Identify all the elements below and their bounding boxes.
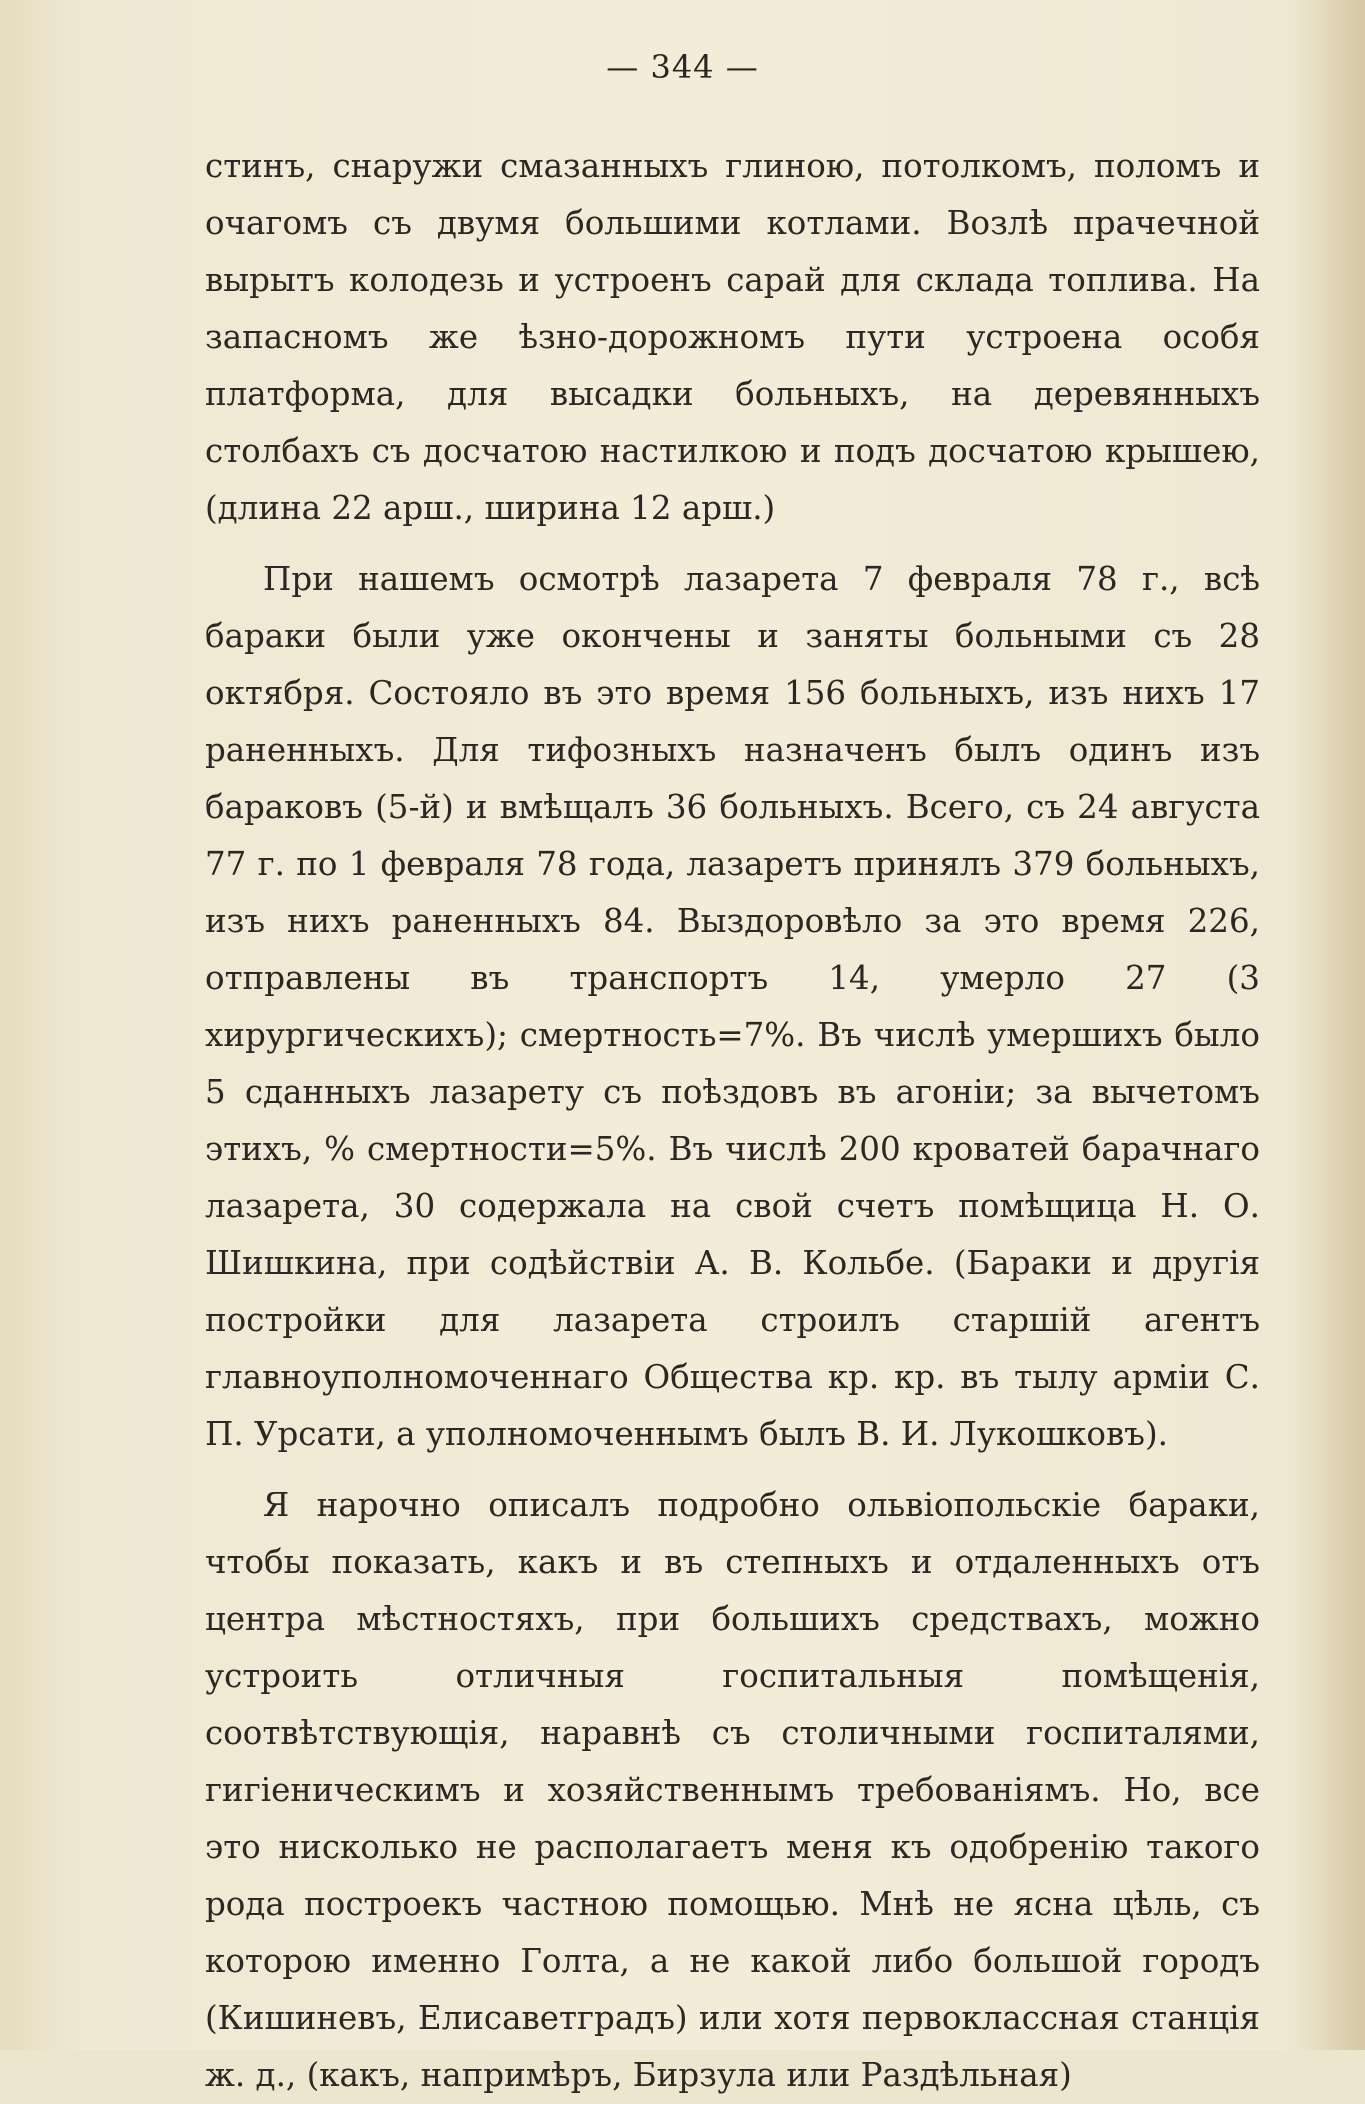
paragraph-2: При нашемъ осмотрѣ лазарета 7 февраля 78 г., всѣ бараки были уже окончены и заняты больными съ 28 октября. Состояло въ это время 156 больныхъ, изъ нихъ 17 раненныхъ. Для тифозныхъ назначенъ былъ одинъ изъ бараковъ (5-й) и вмѣщалъ 36 больныхъ. Всего, съ 24 августа 77 г. по 1 февраля 78 года, лазаретъ принялъ 379 больныхъ, изъ нихъ раненныхъ 84. Выздоровѣло за это время 226, отправлены въ транспортъ 14, умерло 27 (3 хирургическихъ); смертность=7%. Въ числѣ умершихъ было 5 сданныхъ лазарету съ поѣздовъ въ агоніи; за вычетомъ этихъ, % смертности=5%. Въ числѣ 200 кроватей барачнаго лазарета, 30 содержала на свой счетъ помѣщица Н. О. Шишкина, при содѣйствіи А. В. Кольбе. (Бараки и другія постройки для лазарета строилъ старшій агентъ главноуполномоченнаго Общества кр. кр. въ тылу арміи С. П. Урсати, а уполномоченнымъ былъ В. И. Лукошковъ). xyxy=(205,560,1260,1453)
text-body xyxy=(205,138,1260,2104)
page-number: — 344 — xyxy=(606,48,759,86)
paragraph-1: стинъ, снаружи смазанныхъ глиною, потолкомъ, поломъ и очагомъ съ двумя большими котлами. Возлѣ прачечной вырытъ колодезь и устроенъ сарай для склада топлива. На запасномъ же ѣзно-дорожномъ пути устроена особя платформа, для высадки больныхъ, на деревянныхъ столбахъ съ досчатою настилкою и подъ досчатою крышею, (длина 22 арш., ширина 12 арш.) xyxy=(205,147,1260,527)
paragraph-3: Я нарочно описалъ подробно ольвіопольскіе бараки, чтобы показать, какъ и въ степныхъ и отдаленныхъ отъ центра мѣстностяхъ, при большихъ средствахъ, можно устроить отличныя госпитальныя помѣщенія, соотвѣтствующія, наравнѣ съ столичными госпиталями, гигіеническимъ и хозяйственнымъ требованіямъ. Но, все это нисколько не располагаетъ меня къ одобренію такого рода построекъ частною помощью. Мнѣ не ясна цѣль, съ которою именно Голта, а не какой либо большой городъ (Кишиневъ, Елисаветградъ) или хотя первоклассная станція ж. д., (какъ, напримѣръ, Бирзула или Раздѣльная) xyxy=(205,1486,1260,2094)
